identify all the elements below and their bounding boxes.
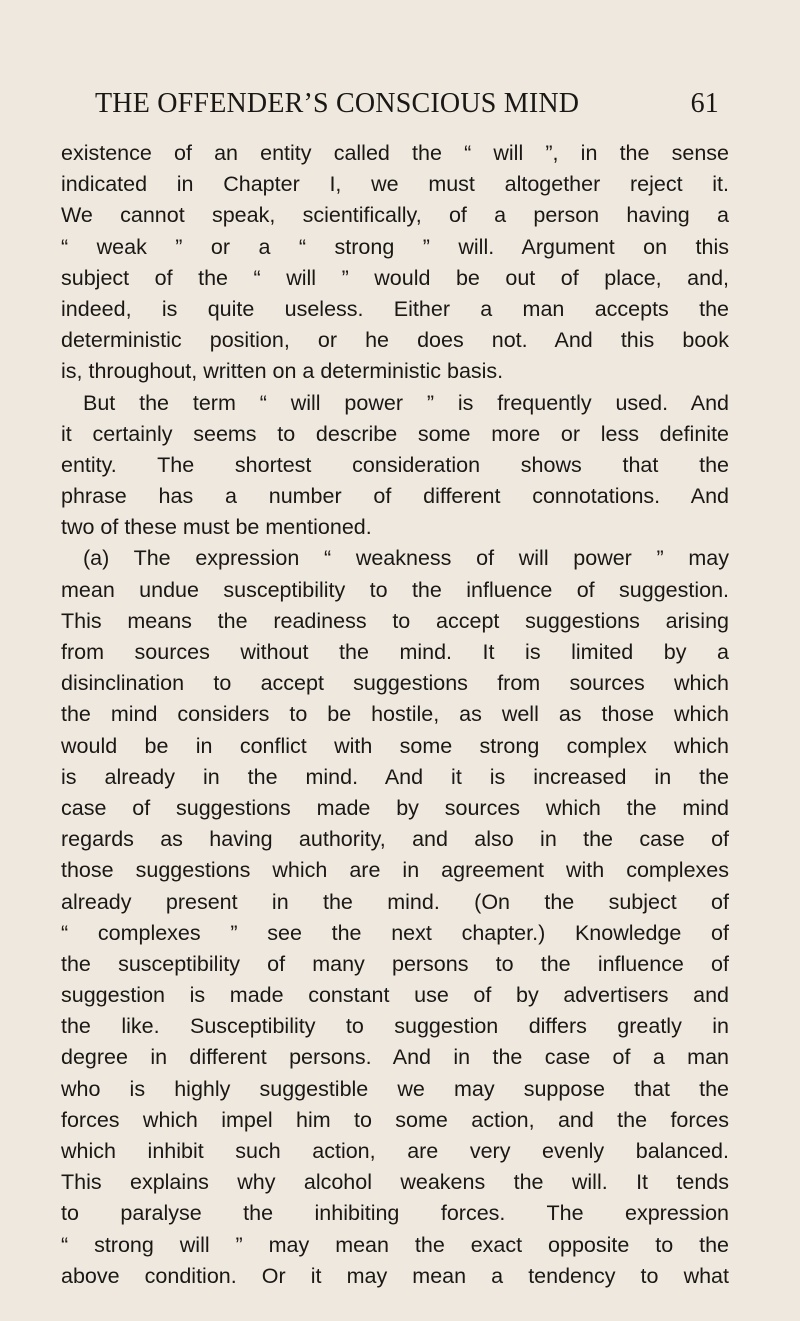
text-line: is already in the mind. And it is increased in the bbox=[61, 764, 729, 789]
text-line: the mind considers to be hostile, as well as those which bbox=[61, 702, 729, 727]
text-line: two of these must be mentioned. bbox=[61, 515, 372, 540]
text-line: would be in conflict with some strong complex which bbox=[61, 733, 729, 758]
text-line: to paralyse the inhibiting forces. The expression bbox=[61, 1201, 729, 1226]
text-line: “ strong will ” may mean the exact opposite to the bbox=[61, 1232, 729, 1257]
body-text bbox=[61, 138, 729, 1292]
text-line: entity. The shortest consideration shows that the bbox=[61, 452, 729, 477]
text-line: it certainly seems to describe some more or less definite bbox=[61, 421, 729, 446]
text-line: the susceptibility of many persons to the influence of bbox=[61, 951, 729, 976]
text-line: case of suggestions made by sources which the mind bbox=[61, 795, 729, 820]
text-line: indicated in Chapter I, we must altogether reject it. bbox=[61, 172, 729, 197]
text-line: phrase has a number of different connotations. And bbox=[61, 484, 729, 509]
text-line: who is highly suggestible we may suppose that the bbox=[61, 1076, 729, 1101]
text-line: “ complexes ” see the next chapter.) Knowledge of bbox=[61, 920, 729, 945]
text-line: which inhibit such action, are very evenly balanced. bbox=[61, 1139, 729, 1163]
text-line: existence of an entity called the “ will ”, in the sense bbox=[61, 141, 729, 165]
text-line: “ weak ” or a “ strong ” will. Argument on this bbox=[61, 234, 729, 259]
text-line: subject of the “ will ” would be out of place, and, bbox=[61, 265, 729, 290]
text-line: above condition. Or it may mean a tendency to what bbox=[61, 1263, 729, 1288]
text-line: This explains why alcohol weakens the will. It tends bbox=[61, 1170, 729, 1195]
running-title: THE OFFENDER’S CONSCIOUS MIND bbox=[95, 88, 580, 119]
text-line: those suggestions which are in agreement with complexes bbox=[61, 858, 729, 883]
text-line: But the term “ will power ” is frequently used. And bbox=[83, 390, 729, 415]
text-line: the like. Susceptibility to suggestion differs greatly in bbox=[61, 1014, 729, 1039]
text-line: indeed, is quite useless. Either a man accepts the bbox=[61, 296, 729, 321]
text-line: mean undue susceptibility to the influence of suggestion. bbox=[61, 577, 729, 602]
text-line: is, throughout, written on a deterministic basis. bbox=[61, 359, 504, 384]
text-line: forces which impel him to some action, and the forces bbox=[61, 1107, 729, 1132]
text-line: (a) The expression “ weakness of will power ” may bbox=[83, 546, 729, 571]
text-line: We cannot speak, scientifically, of a person having a bbox=[61, 203, 729, 228]
text-line: already present in the mind. (On the subject of bbox=[61, 889, 729, 914]
text-line: deterministic position, or he does not. And this book bbox=[61, 328, 729, 353]
text-line: degree in different persons. And in the case of a man bbox=[61, 1045, 729, 1070]
text-line: regards as having authority, and also in the case of bbox=[61, 827, 729, 852]
text-line: from sources without the mind. It is limited by a bbox=[61, 640, 729, 664]
running-head bbox=[95, 86, 719, 122]
page-number: 61 bbox=[690, 88, 719, 119]
text-line: disinclination to accept suggestions from sources which bbox=[61, 671, 729, 696]
text-line: This means the readiness to accept suggestions arising bbox=[61, 608, 729, 633]
text-line: suggestion is made constant use of by advertisers and bbox=[61, 983, 729, 1008]
